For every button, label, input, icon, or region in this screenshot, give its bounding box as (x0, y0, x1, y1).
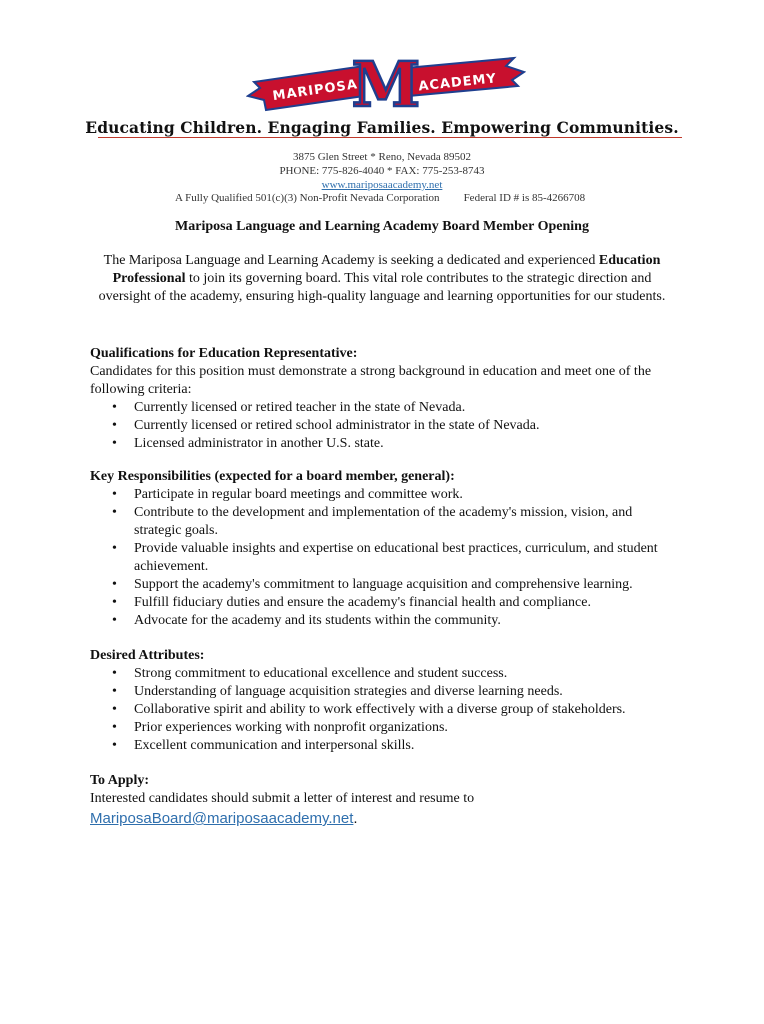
tagline: Educating Children. Engaging Families. Empowering Communities. (85, 118, 679, 137)
apply-text: Interested candidates should submit a letter of interest and resume to (90, 791, 475, 806)
list-item: • Collaborative spirit and ability to work effectively with a diverse group of stakeholders. (90, 701, 680, 719)
list-item: • Participate in regular board meetings and committee work. (90, 486, 680, 504)
attributes-heading: Desired Attributes: (90, 648, 205, 663)
apply-heading: To Apply: (90, 773, 150, 788)
corporation-text: A Fully Qualified 501(c)(3) Non-Profit Nevada Corporation (175, 192, 440, 204)
logo-right-text: ACADEMY (417, 71, 498, 95)
qualifications-text: Candidates for this position must demonstrate a strong background in education and meet one of the following criteria: (90, 364, 652, 397)
attributes-section (90, 647, 680, 755)
logo-letter: M (351, 52, 421, 114)
intro-text-1: The Mariposa Language and Learning Academy is seeking a dedicated and experienced (103, 253, 599, 268)
qualifications-list (90, 399, 680, 453)
page-title: Mariposa Language and Learning Academy Board Member Opening (175, 219, 589, 234)
list-item: • Advocate for the academy and its students within the community. (90, 612, 680, 630)
responsibilities-heading: Key Responsibilities (expected for a board member, general): (90, 469, 455, 484)
list-item: • Currently licensed or retired teacher in the state of Nevada. (90, 399, 680, 417)
responsibilities-list (90, 486, 680, 630)
apply-email-link[interactable]: MariposaBoard@mariposaacademy.net (90, 810, 354, 827)
qualifications-section (90, 345, 680, 453)
list-item: • Fulfill fiduciary duties and ensure the academy's financial health and compliance. (90, 594, 680, 612)
website-row (0, 179, 764, 191)
list-item: • Licensed administrator in another U.S. state. (90, 435, 680, 453)
apply-section (90, 772, 680, 831)
mariposa-academy-logo (246, 52, 526, 114)
apply-email-row (90, 808, 680, 831)
corporation-line (175, 192, 585, 204)
header-divider (98, 137, 682, 138)
address: 3875 Glen Street * Reno, Nevada 89502 (292, 151, 472, 163)
list-item: • Excellent communication and interpersonal skills. (90, 737, 680, 755)
intro-text-2: to join its governing board. This vital role contributes to the strategic direction and oversight of the academy, ensuring high-quality language and learning opportunities for our students. (98, 271, 666, 304)
intro-paragraph (96, 252, 668, 306)
list-item: • Strong commitment to educational excellence and student success. (90, 665, 680, 683)
responsibilities-section (90, 468, 680, 630)
intro-bold: Education Professional (112, 253, 661, 286)
list-item: • Understanding of language acquisition strategies and diverse learning needs. (90, 683, 680, 701)
phone-fax: PHONE: 775-826-4040 * FAX: 775-253-8743 (279, 165, 485, 177)
list-item: • Prior experiences working with nonprofit organizations. (90, 719, 680, 737)
federal-id: Federal ID # is 85-4266708 (463, 192, 586, 204)
list-item: • Support the academy's commitment to language acquisition and comprehensive learning. (90, 576, 680, 594)
apply-end: . (353, 810, 358, 827)
list-item: • Provide valuable insights and expertise on educational best practices, curriculum, and student achievement. (90, 540, 680, 576)
list-item: • Contribute to the development and implementation of the academy's mission, vision, and strategic goals. (90, 504, 680, 540)
logo-left-text: MARIPOSA (271, 77, 359, 105)
list-item: • Currently licensed or retired school administrator in the state of Nevada. (90, 417, 680, 435)
attributes-list (90, 665, 680, 755)
website-link[interactable]: www.mariposaacademy.net (321, 179, 443, 191)
qualifications-heading: Qualifications for Education Representative: (90, 346, 358, 361)
